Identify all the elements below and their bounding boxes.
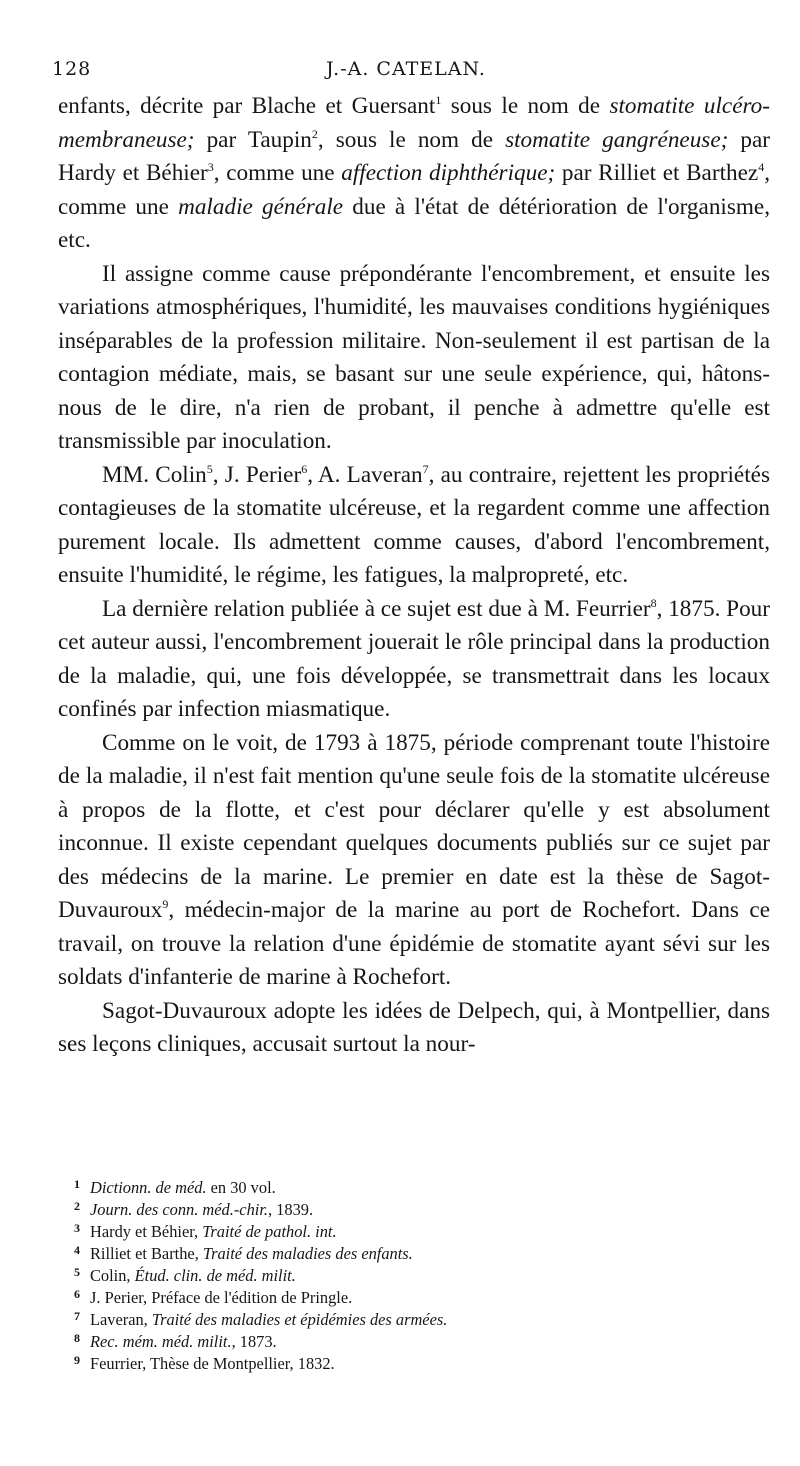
text-run: , au contraire, rejettent les propriétés contagieuses de la stomatite ulcéreuse, et la regardent comme une affection purement locale. Ils admettent comme causes, d'abord l'encombrement, ensuite l'humidité, le régime, les fatigues, la malpropreté, etc. bbox=[58, 461, 770, 588]
footnote bbox=[74, 1221, 764, 1243]
paragraph-2: Il assigne comme cause prépondérante l'encombrement, et ensuite les variations atmosphériques, l'humidité, les mauvaises conditions hygiéniques inséparables de la profession militaire. Non-seulement il est partisan de la contagion médiate, mais, se basant sur une seule expérience, qui, hâtons-nous de le dire, n'a rien de probant, il penche à admettre qu'elle est transmissible par inoculation. bbox=[58, 260, 770, 454]
footnote-title: Traité des maladies des enfants. bbox=[202, 1244, 413, 1263]
footnote-title: Traité des maladies et épidémies des armées. bbox=[151, 1310, 448, 1329]
footnote-title: Dictionn. de méd. bbox=[90, 1178, 207, 1197]
text-run: due à l'état de détérioration de l'organisme, etc. bbox=[58, 193, 770, 253]
footnote-text: en 30 vol. bbox=[206, 1178, 276, 1197]
footnote-text: J. Perier, Préface de l'édition de Pringle. bbox=[90, 1288, 353, 1307]
italic-term: maladie générale bbox=[178, 193, 344, 220]
footnote-text: Feurrier, Thèse de Montpellier, 1832. bbox=[90, 1354, 335, 1373]
text-run: , comme une bbox=[213, 160, 342, 186]
text-run: La dernière relation publiée à ce sujet est due à M. Feurrier bbox=[102, 595, 651, 622]
text-run: enfants, décrite par Blache et Guersant bbox=[58, 93, 436, 119]
footnote bbox=[74, 1309, 764, 1331]
footnote-text: Colin, bbox=[90, 1266, 135, 1285]
footnote-text: Rilliet et Barthe, bbox=[90, 1244, 203, 1263]
text-run: , 1875. Pour cet auteur aussi, l'encombrement jouerait le rôle principal dans la production de la maladie, qui, une fois développée, se transmettrait dans les locaux confinés par infection miasmatique. bbox=[58, 595, 770, 722]
footnote-ref: 4 bbox=[758, 160, 765, 174]
running-head: J.-A. CATELAN. bbox=[326, 58, 486, 80]
paragraph-1 bbox=[58, 90, 770, 258]
page-number: 128 bbox=[52, 58, 92, 80]
text-run: , J. Perier bbox=[212, 461, 302, 488]
text-run: par Rilliet et Barthez bbox=[555, 160, 759, 186]
footnote-number: 5 bbox=[74, 1265, 80, 1279]
footnote-number: 1 bbox=[74, 1177, 80, 1191]
footnote-text: , 1839. bbox=[267, 1200, 314, 1219]
text-run: , comme une bbox=[58, 160, 770, 220]
footnote-title: Traité de pathol. int. bbox=[202, 1222, 337, 1241]
footnotes bbox=[74, 1177, 764, 1375]
footnote bbox=[74, 1265, 764, 1287]
paragraph-5 bbox=[58, 727, 770, 995]
text-run: par Taupin bbox=[194, 126, 312, 153]
text-run: sous le nom de bbox=[441, 93, 610, 119]
text-run: Comme on le voit, de 1793 à 1875, période comprenant toute l'histoire de la maladie, il n'est fait mention qu'une seule fois de la stomatite ulcéreuse à propos de la flotte, et c'est pour déclarer qu'elle y est absolument inconnue. Il existe cependant quelques documents publiés sur ce sujet par des médecins de la marine. Le premier en date est la thèse de Sagot-Duvauroux bbox=[58, 729, 770, 923]
footnote-ref: 1 bbox=[435, 93, 442, 107]
footnote-number: 2 bbox=[74, 1199, 80, 1213]
paragraph-6: Sagot-Duvauroux adopte les idées de Delpech, qui, à Montpellier, dans ses leçons cliniques, accusait surtout la nour- bbox=[58, 997, 770, 1057]
main-text bbox=[58, 90, 770, 1062]
page-header bbox=[52, 58, 760, 88]
footnote-title: Journ. des conn. méd.-chir. bbox=[90, 1200, 268, 1219]
paragraph-4 bbox=[58, 593, 770, 727]
footnote-ref: 8 bbox=[650, 595, 657, 610]
italic-term: stomatite gangréneuse; bbox=[505, 126, 729, 153]
footnote-ref: 2 bbox=[311, 126, 318, 141]
footnote-ref: 6 bbox=[301, 461, 308, 476]
italic-term: affection diphthérique; bbox=[341, 160, 556, 186]
footnote-ref: 7 bbox=[422, 461, 429, 476]
footnote-title: Étud. clin. de méd. milit. bbox=[134, 1266, 296, 1285]
footnote bbox=[74, 1353, 764, 1375]
footnote-number: 7 bbox=[74, 1309, 80, 1323]
text-run: , A. Laveran bbox=[307, 461, 423, 488]
footnote bbox=[74, 1331, 764, 1353]
footnote-number: 8 bbox=[74, 1331, 80, 1345]
footnote bbox=[74, 1177, 764, 1199]
footnote bbox=[74, 1199, 764, 1221]
footnote bbox=[74, 1243, 764, 1265]
text-run: MM. Colin bbox=[102, 461, 207, 488]
paragraph-3 bbox=[58, 459, 770, 593]
footnote-title: Rec. mém. méd. milit. bbox=[90, 1332, 232, 1351]
footnote-number: 3 bbox=[74, 1221, 80, 1235]
footnote bbox=[74, 1287, 764, 1309]
text-run: par Hardy et Béhier bbox=[58, 126, 771, 186]
footnote-text: Hardy et Béhier, bbox=[90, 1222, 203, 1241]
footnote-ref: 5 bbox=[206, 461, 213, 476]
footnote-text: Laveran, bbox=[90, 1310, 152, 1329]
footnote-ref: 9 bbox=[162, 897, 169, 911]
italic-term: stomatite ulcéro-membraneuse; bbox=[58, 93, 770, 153]
footnote-ref: 3 bbox=[207, 160, 214, 174]
text-run: , médecin-major de la marine au port de Rochefort. Dans ce travail, on trouve la relation d'une épidémie de stomatite ayant sévi sur les soldats d'infanterie de marine à Rochefort. bbox=[58, 897, 770, 990]
footnote-number: 4 bbox=[74, 1243, 80, 1257]
footnote-number: 6 bbox=[74, 1287, 80, 1301]
footnote-number: 9 bbox=[74, 1353, 80, 1367]
footnote-text: , 1873. bbox=[231, 1332, 277, 1351]
text-run: , sous le nom de bbox=[317, 126, 506, 153]
